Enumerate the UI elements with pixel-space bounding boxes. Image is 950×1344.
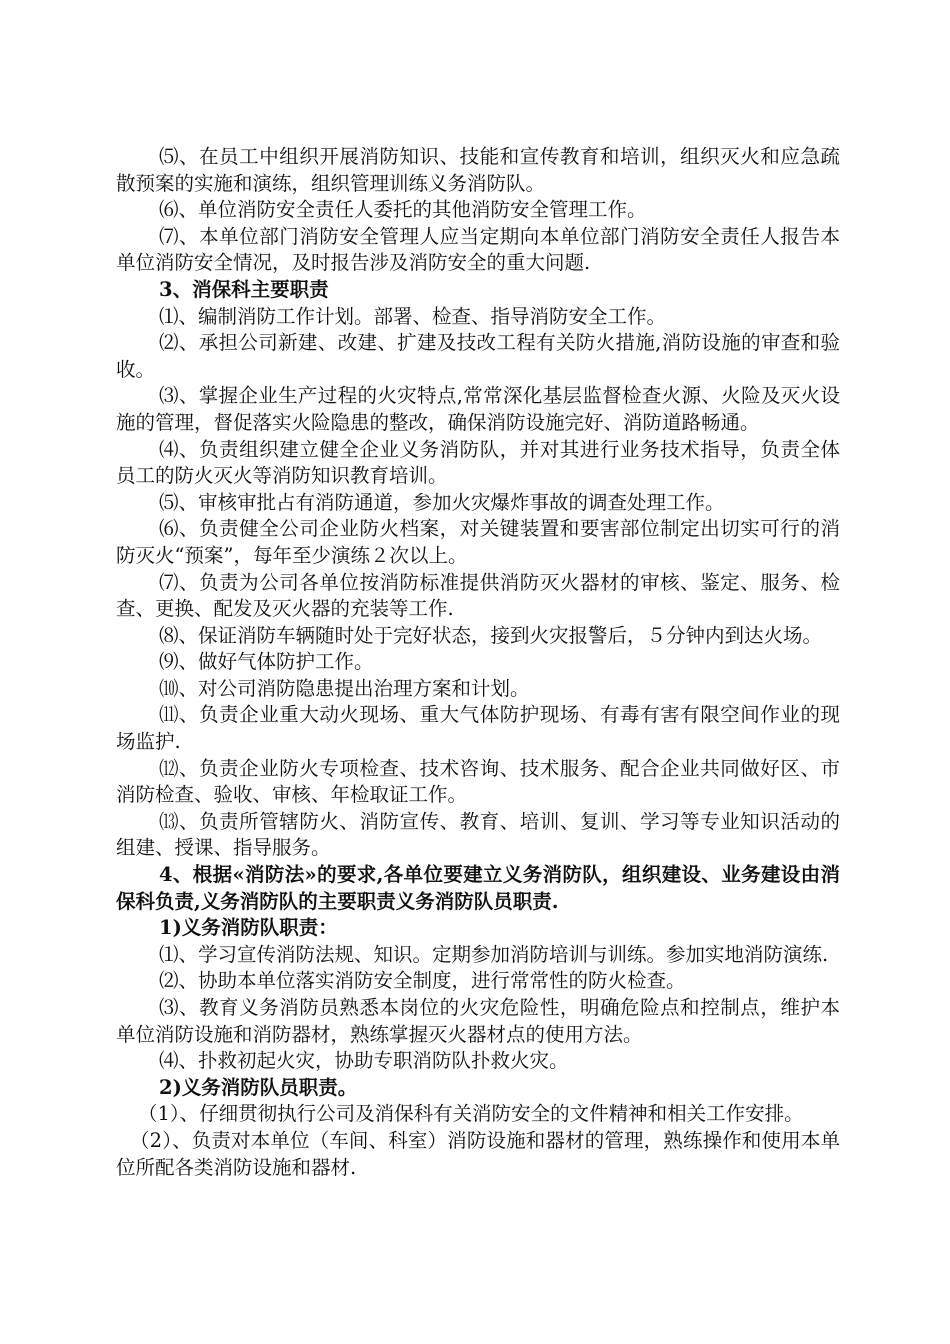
paragraph-xbk-10: ⑽、对公司消防隐患提出治理方案和计划。 xyxy=(159,676,530,700)
paragraph-xbk-1: ⑴、编制消防工作计划。部署、检查、指导消防安全工作。 xyxy=(159,304,667,328)
paragraph-xbk-13: ⒀、负责所管辖防火、消防宣传、教育、培训、复训、学习等专业知识活动的组建、授课、指导服务。 xyxy=(116,809,840,860)
paragraph-xbk-9: ⑼、做好气体防护工作。 xyxy=(159,650,374,674)
subheading-member-duties: 2)义务消防队员职责。 xyxy=(159,1075,358,1099)
paragraph-duty-6: ⑹、单位消防安全责任人委托的其他消防安全管理工作。 xyxy=(159,198,647,222)
paragraph-xbk-12: ⑿、负责企业防火专项检查、技术咨询、技术服务、配合企业共同做好区、市消防检查、验收、审核、年检取证工作。 xyxy=(116,756,840,807)
section-heading-4: 4、根据«消防法»的要求,各单位要建立义务消防队，组织建设、业务建设由消保科负责,义务消防队的主要职责义务消防队员职责. xyxy=(116,863,840,913)
paragraph-xbk-4: ⑷、负责组织建立健全企业义务消防队，并对其进行业务技术指导，负责全体员工的防火灭火等消防知识教育培训。 xyxy=(116,437,840,488)
paragraph-xbk-3: ⑶、掌握企业生产过程的火灾特点,常常深化基层监督检查火源、火险及灭火设施的管理，督促落实火险隐患的整改，确保消防设施完好、消防道路畅通。 xyxy=(116,384,840,434)
paragraph-xbk-7: ⑺、负责为公司各单位按消防标准提供消防灭火器材的审核、鉴定、服务、检查、更换、配发及灭火器的充装等工作. xyxy=(116,570,840,621)
paragraph-team-2: ⑵、协助本单位落实消防安全制度，进行常常性的防火检查。 xyxy=(159,969,686,993)
paragraph-team-1: ⑴、学习宣传消防法规、知识。定期参加消防培训与训练。参加实地消防演练. xyxy=(159,942,829,966)
section-heading-3: 3、消保科主要职责 xyxy=(159,277,329,301)
paragraph-xbk-11: ⑾、负责企业重大动火现场、重大气体防护现场、有毒有害有限空间作业的现场监护. xyxy=(116,703,840,754)
subheading-team-duties: 1)义务消防队职责： xyxy=(159,916,338,940)
paragraph-member-1: （1）、仔细贯彻执行公司及消保科有关消防安全的文件精神和相关工作安排。 xyxy=(138,1102,804,1126)
document-body xyxy=(116,144,840,1181)
paragraph-xbk-6: ⑹、负责健全公司企业防火档案，对关键装置和要害部位制定出切实可行的消防灭火“预案”，每年至少演练２次以上。 xyxy=(116,517,840,567)
paragraph-xbk-8: ⑻、保证消防车辆随时处于完好状态，接到火灾报警后，５分钟内到达火场。 xyxy=(159,623,823,647)
paragraph-team-3: ⑶、教育义务消防员熟悉本岗位的火灾危险性，明确危险点和控制点，维护本单位消防设施和消防器材，熟练掌握灭火器材点的使用方法。 xyxy=(116,996,840,1046)
paragraph-duty-5: ⑸、在员工中组织开展消防知识、技能和宣传教育和培训，组织灭火和应急疏散预案的实施和演练，组织管理训练义务消防队。 xyxy=(116,145,840,195)
paragraph-member-2: （2）、负责对本单位（车间、科室）消防设施和器材的管理，熟练操作和使用本单位所配各类消防设施和器材. xyxy=(116,1128,840,1179)
paragraph-xbk-2: ⑵、承担公司新建、改建、扩建及技改工程有关防火措施,消防设施的审查和验收。 xyxy=(116,331,840,381)
paragraph-duty-7: ⑺、本单位部门消防安全管理人应当定期向本单位部门消防安全责任人报告本单位消防安全情况，及时报告涉及消防安全的重大问题. xyxy=(116,224,840,275)
paragraph-team-4: ⑷、扑救初起火灾，协助专职消防队扑救火灾。 xyxy=(159,1049,569,1073)
paragraph-xbk-5: ⑸、审核审批占有消防通道，参加火灾爆炸事故的调查处理工作。 xyxy=(159,490,725,514)
